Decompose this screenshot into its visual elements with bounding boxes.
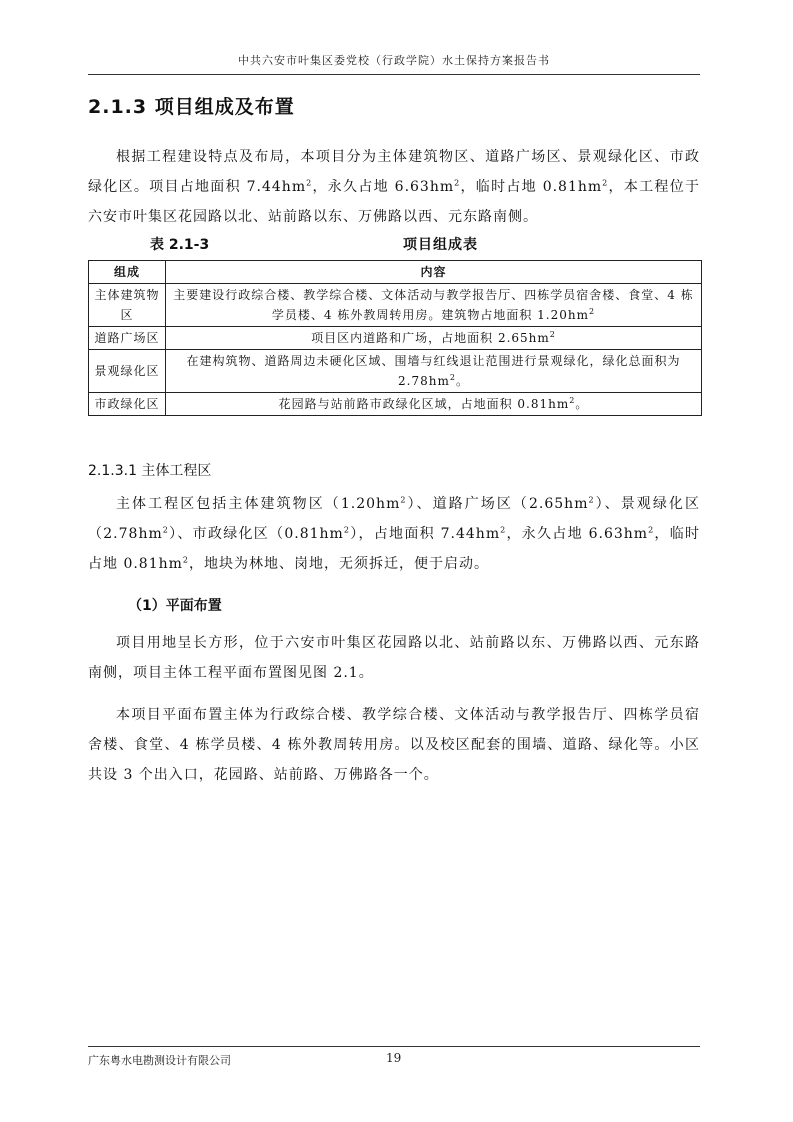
main-works-text-e: ），占地面积 7.44hm — [349, 526, 501, 542]
unit-superscript: 2 — [589, 307, 596, 316]
layout-paragraph-2: 本项目平面布置主体为行政综合楼、教学综合楼、文体活动与教学报告厅、四栋学员宿舍楼、食堂、4 栋学员楼、4 栋外教周转用房。以及校区配套的围墙、道路、绿化等。小区共设 3 个出入口，花园路、站前路、万佛路各一个。 — [88, 707, 700, 783]
unit-superscript: 2 — [569, 396, 576, 405]
table-caption — [88, 234, 700, 256]
row-content-text: 在建构筑物、道路周边未硬化区域、围墙与红线退让范围进行景观绿化，绿化总面积为 2.78hm — [186, 354, 681, 388]
footer-company: 广东粤水电勘测设计有限公司 — [88, 1054, 231, 1067]
row-content-text: 主要建设行政综合楼、教学综合楼、文体活动与教学报告厅、四栋学员宿舍楼、食堂、4 栋学员楼、4 栋外教周转用房。建筑物占地面积 1.20hm — [173, 288, 694, 322]
section-title: 2.1.3 项目组成及布置 — [88, 96, 295, 118]
intro-text-b: ，永久占地 6.63hm — [312, 179, 455, 195]
composition-table — [88, 260, 702, 416]
main-works-text-d: ）、市政绿化区（0.81hm — [168, 526, 344, 542]
unit-superscript: 2 — [549, 330, 556, 339]
unit-superscript: 2 — [182, 555, 190, 565]
intro-text-a: 根据工程建设特点及布局，本项目分为主体建筑物区、道路广场区、景观绿化区、市政绿化区。项目占地面积 7.44hm — [88, 149, 700, 195]
main-works-text-h: ，地块为林地、岗地，无须拆迁，便于启动。 — [189, 556, 490, 572]
row-name: 市政绿化区 — [89, 393, 166, 416]
header-composition: 组成 — [89, 261, 166, 284]
layout-heading: （1）平面布置 — [128, 598, 222, 614]
table-row — [89, 393, 702, 416]
row-name: 道路广场区 — [89, 327, 166, 350]
row-content — [166, 327, 702, 350]
table-row — [89, 284, 702, 327]
table-row — [89, 350, 702, 393]
main-works-text-c: ）、景观绿化区（2.78hm — [88, 496, 700, 542]
main-works-text-f: ，永久占地 6.63hm — [506, 526, 649, 542]
unit-superscript: 2 — [602, 178, 609, 188]
row-name: 主体建筑物区 — [89, 284, 166, 327]
row-content-text: 花园路与站前路市政绿化区域，占地面积 0.81hm — [278, 397, 570, 411]
intro-text-c: ，临时占地 0.81hm — [460, 179, 603, 195]
row-content — [166, 284, 702, 327]
intro-paragraph — [88, 142, 700, 232]
header-content: 内容 — [166, 261, 702, 284]
layout-paragraph-1: 项目用地呈长方形，位于六安市叶集区花园路以北、站前路以东、万佛路以西、元东路南侧，项目主体工程平面布置图见图 2.1。 — [88, 635, 700, 681]
row-name: 景观绿化区 — [89, 350, 166, 393]
main-works-paragraph — [88, 489, 700, 579]
page-number: 19 — [386, 1051, 402, 1065]
main-works-text-g: ，临时占地 0.81hm — [88, 526, 700, 572]
main-works-text-b: ）、道路广场区（2.65hm — [406, 496, 589, 512]
unit-superscript: 2 — [588, 495, 595, 505]
unit-superscript: 2 — [454, 178, 461, 188]
row-content-tail: 。 — [575, 397, 589, 411]
unit-superscript: 2 — [306, 178, 313, 188]
subsection-title: 2.1.3.1 主体工程区 — [88, 463, 212, 479]
table-number: 表 2.1-3 — [150, 237, 210, 253]
unit-superscript: 2 — [343, 525, 350, 535]
table-header-row — [89, 261, 702, 284]
row-content — [166, 393, 702, 416]
page-header: 中共六安市叶集区委党校（行政学院）水土保持方案报告书 — [238, 54, 550, 67]
unit-superscript: 2 — [162, 525, 169, 535]
intro-text-d: ，本工程位于六安市叶集区花园路以北、站前路以东、万佛路以西、元东路南侧。 — [88, 179, 700, 225]
unit-superscript: 2 — [400, 495, 407, 505]
unit-superscript: 2 — [648, 525, 655, 535]
table-row — [89, 327, 702, 350]
header-divider — [88, 74, 700, 75]
row-content-tail: 。 — [455, 374, 469, 388]
table-title: 项目组成表 — [403, 237, 478, 253]
row-content — [166, 350, 702, 393]
unit-superscript: 2 — [500, 525, 507, 535]
row-content-text: 项目区内道路和广场，占地面积 2.65hm — [311, 331, 550, 345]
unit-superscript: 2 — [449, 373, 456, 382]
main-works-text-a: 主体工程区包括主体建筑物区（1.20hm — [116, 496, 401, 512]
footer-divider — [88, 1046, 700, 1047]
